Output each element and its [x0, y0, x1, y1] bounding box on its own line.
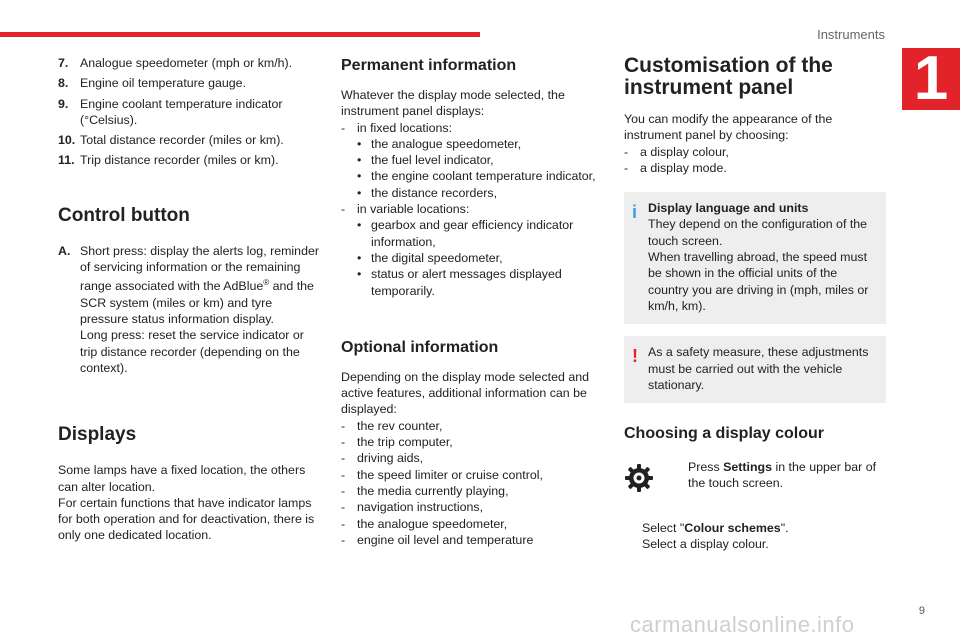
registered-mark: ®: [263, 278, 270, 288]
legend-text: Trip distance recorder (miles or km).: [80, 153, 279, 168]
optional-intro: Depending on the display mode selected and active features, additional information can be displayed:: [341, 369, 589, 417]
arrow-icon: [624, 536, 642, 552]
right-column: [624, 55, 886, 553]
info-box: [624, 192, 886, 324]
long-press-text: Long press: reset the service indicator or trip distance recorder (depending on the context).: [80, 328, 304, 375]
short-press-text: Short press: display the alerts log, reminder of servicing information or the remaining range associated with the AdBlue® and the SCR system (miles or km) and tyre pressure status information display.: [80, 243, 319, 327]
legend-text: Engine coolant temperature indicator (°Celsius).: [80, 96, 283, 127]
legend-text: Engine oil temperature gauge.: [80, 76, 247, 91]
list-item: • status or alert messages displayed temporarily.: [357, 267, 562, 298]
legend-number: 8.: [58, 76, 69, 91]
arrow-icon: [670, 459, 688, 498]
control-letter: A.: [58, 243, 71, 258]
step-select-display-colour: [624, 536, 886, 552]
fixed-locations-item: - in fixed locations:: [341, 120, 453, 135]
left-column: [58, 55, 323, 544]
warning-box: [624, 336, 886, 403]
list-item: • the digital speedometer,: [357, 250, 503, 265]
info-text-2: When travelling abroad, the speed must be shown in the official units of the country you are driving in (mph, miles or km/h, km).: [648, 250, 869, 313]
watermark: carmanualsonline.info: [630, 612, 855, 637]
settings-gear-icon: [624, 459, 672, 498]
list-item: - the speed limiter or cruise control,: [341, 467, 543, 482]
legend-item: [58, 152, 323, 168]
displays-heading: Displays: [58, 424, 137, 446]
list-item: - driving aids,: [341, 451, 424, 466]
section-title: Instruments: [817, 27, 885, 42]
legend-number: 11.: [58, 153, 75, 168]
list-item: - the media currently playing,: [341, 483, 509, 498]
customisation-intro: You can modify the appearance of the instrument panel by choosing:: [624, 112, 833, 143]
step-press-settings: [670, 459, 886, 498]
legend-item: [58, 96, 323, 129]
list-item: - a display colour,: [624, 144, 729, 159]
control-button-description: [58, 243, 323, 377]
arrow-icon: [624, 520, 642, 536]
legend-number: 9.: [58, 96, 69, 111]
info-text-1: They depend on the configuration of the touch screen.: [648, 217, 868, 248]
control-text: [80, 243, 323, 377]
list-item: - navigation instructions,: [341, 500, 484, 515]
legend-number: 10.: [58, 133, 76, 148]
legend-item: [58, 75, 323, 91]
displays-text-2: For certain functions that have indicator lamps for both operation and for deactivation, there is only one dedicated location.: [58, 495, 315, 543]
info-icon: i: [632, 202, 638, 223]
permanent-info-heading: Permanent information: [341, 57, 517, 74]
legend-text: Analogue speedometer (mph or km/h).: [80, 56, 293, 70]
warning-text: As a safety measure, these adjustments must be carried out with the vehicle stationary.: [648, 345, 869, 392]
list-item: • gearbox and gear efficiency indicator information,: [357, 218, 574, 249]
variable-locations-item: - in variable locations:: [341, 202, 470, 217]
list-item: - engine oil level and temperature: [341, 532, 534, 547]
info-title: Display language and units: [648, 201, 809, 216]
chapter-number-tab: 1: [902, 48, 960, 110]
list-item: - the rev counter,: [341, 418, 443, 433]
optional-info-heading: Optional information: [341, 338, 499, 356]
list-item: • the engine coolant temperature indicator,: [357, 169, 596, 184]
control-button-heading: Control button: [58, 204, 190, 226]
list-item: • the fuel level indicator,: [357, 153, 494, 168]
list-item: - the analogue speedometer,: [341, 516, 508, 531]
permanent-intro: Whatever the display mode selected, the instrument panel displays:: [341, 88, 565, 119]
legend-item: [58, 132, 323, 148]
page-number: 9: [918, 605, 925, 617]
middle-column: [341, 55, 603, 548]
step-text: Select a display colour.: [642, 537, 769, 552]
list-item: - a display mode.: [624, 160, 727, 175]
header-accent-bar: [0, 32, 480, 37]
choose-colour-heading: Choosing a display colour: [624, 425, 825, 443]
legend-number: 7.: [58, 56, 69, 70]
step-text: Select "Colour schemes".: [642, 521, 789, 536]
legend-list: [58, 55, 323, 169]
step-select-colour-schemes: [624, 520, 886, 536]
legend-item: [58, 55, 323, 71]
legend-text: Total distance recorder (miles or km).: [80, 133, 284, 148]
step-text: Press Settings in the upper bar of the touch screen.: [688, 460, 877, 491]
list-item: • the distance recorders,: [357, 185, 498, 200]
displays-text-1: Some lamps have a fixed location, the others can alter location.: [58, 463, 306, 494]
warning-icon: !: [632, 346, 638, 367]
list-item: • the analogue speedometer,: [357, 136, 522, 151]
customisation-heading: Customisation of the instrument panel: [624, 54, 833, 99]
settings-step: [624, 459, 886, 498]
list-item: - the trip computer,: [341, 435, 453, 450]
